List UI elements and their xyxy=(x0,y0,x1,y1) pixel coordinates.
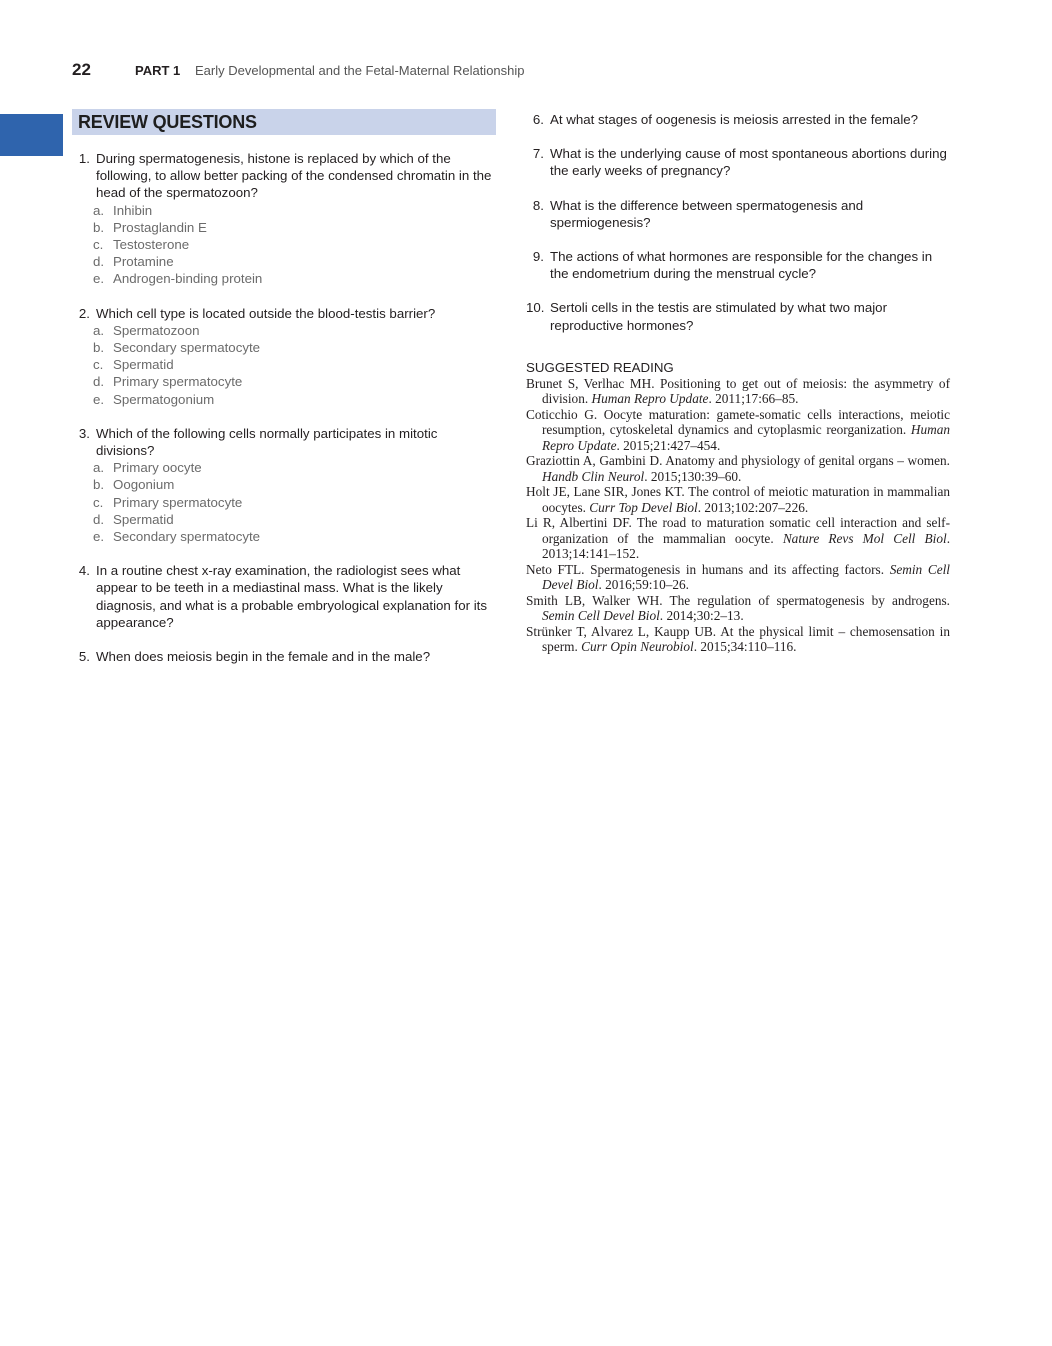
answer-options xyxy=(93,459,496,545)
reference-citation: . 2014;30:2–13. xyxy=(659,608,744,624)
reference-item xyxy=(526,624,950,655)
reference-citation: . 2013;102:207–226. xyxy=(697,499,809,515)
suggested-reading-heading: SUGGESTED READING xyxy=(526,359,674,375)
answer-option xyxy=(93,236,496,253)
option-text: Protamine xyxy=(113,254,174,270)
option-text: Testosterone xyxy=(113,237,190,253)
question-number: 7. xyxy=(532,146,544,162)
question-text: Sertoli cells in the testis are stimulated by what two major reproductive hormones? xyxy=(550,300,887,333)
answer-option xyxy=(93,339,496,356)
reference-journal: Semin Cell Devel Biol xyxy=(542,608,660,624)
reference-item xyxy=(526,562,950,593)
option-letter: d. xyxy=(93,374,105,390)
option-text: Oogonium xyxy=(113,477,175,493)
question-number: 8. xyxy=(532,197,544,213)
reference-journal: Semin Cell Devel Biol xyxy=(542,561,951,593)
answer-option xyxy=(93,202,496,219)
option-text: Spermatid xyxy=(113,511,174,527)
question-2 xyxy=(72,305,496,408)
reference-item xyxy=(526,453,950,484)
reference-journal: Nature Revs Mol Cell Biol xyxy=(782,530,947,546)
reference-citation: . 2011;17:66–85. xyxy=(708,391,799,407)
option-text: Secondary spermatocyte xyxy=(113,529,261,545)
reference-text: Strünker T, Alvarez L, Kaupp UB. At the physical limit – chemosensation in sperm. xyxy=(526,623,950,655)
question-number: 3. xyxy=(78,425,90,441)
question-text: In a routine chest x-ray examination, the radiologist sees what appear to be teeth in a mediastinal mass. What is the likely diagnosis, and what is a probable embryological explanation for its appearance? xyxy=(96,563,488,630)
option-letter: d. xyxy=(93,254,105,270)
reference-item xyxy=(526,484,950,515)
question-text: During spermatogenesis, histone is replaced by which of the following, to allow better packing of the condensed chromatin in the head of the spermatozoon? xyxy=(96,151,492,201)
question-text: What is the underlying cause of most spontaneous abortions during the early weeks of pregnancy? xyxy=(550,146,947,179)
question-number: 4. xyxy=(78,563,90,579)
option-letter: a. xyxy=(93,322,105,338)
question-9 xyxy=(526,248,950,282)
answer-option xyxy=(93,511,496,528)
answer-option xyxy=(93,373,496,390)
reference-journal: Human Repro Update xyxy=(591,391,709,407)
option-letter: a. xyxy=(93,460,105,476)
reference-item xyxy=(526,515,950,562)
option-letter: a. xyxy=(93,202,105,218)
answer-option xyxy=(93,322,496,339)
reference-text: Graziottin A, Gambini D. Anatomy and physiology of genital organs – women. xyxy=(526,453,950,469)
option-letter: b. xyxy=(93,219,105,235)
question-number: 1. xyxy=(78,151,90,166)
review-questions-heading: REVIEW QUESTIONS xyxy=(72,109,496,135)
option-letter: c. xyxy=(93,237,104,253)
answer-option xyxy=(93,494,496,511)
reference-citation: . 2015;34:110–116. xyxy=(693,639,797,655)
reference-text: Li R, Albertini DF. The road to maturation somatic cell interaction and self-organization of the mammalian oocyte. xyxy=(526,515,950,546)
question-6 xyxy=(526,111,950,128)
answer-option xyxy=(93,253,496,270)
question-text: Which cell type is located outside the blood-testis barrier? xyxy=(96,305,436,321)
part-title: Early Developmental and the Fetal-Maternal Relationship xyxy=(195,63,525,78)
question-4 xyxy=(72,562,496,631)
reference-citation: . 2015;130:39–60. xyxy=(644,468,742,484)
question-text: Which of the following cells normally participates in mitotic divisions? xyxy=(96,425,438,459)
option-letter: b. xyxy=(93,477,105,493)
question-10 xyxy=(526,299,950,333)
reference-item xyxy=(526,407,950,454)
option-letter: c. xyxy=(93,494,104,510)
question-3 xyxy=(72,425,496,545)
part-label: PART 1 xyxy=(135,63,181,78)
reference-text: Coticchio G. Oocyte maturation: gamete-somatic cells interactions, meiotic resumption, cytoskeletal dynamics and cytoplasmic reorganization. xyxy=(526,406,950,438)
option-text: Inhibin xyxy=(113,202,153,218)
reference-item xyxy=(526,593,950,624)
reference-journal: Handb Clin Neurol xyxy=(542,468,645,484)
answer-option xyxy=(93,528,496,545)
chapter-side-tab xyxy=(0,114,63,156)
option-text: Prostaglandin E xyxy=(113,219,207,235)
reference-text: Holt JE, Lane SIR, Jones KT. The control of meiotic maturation in mammalian oocytes. xyxy=(526,484,950,515)
question-text: At what stages of oogenesis is meiosis arrested in the female? xyxy=(550,112,919,127)
option-text: Spermatogonium xyxy=(113,391,215,407)
question-text: The actions of what hormones are responsible for the changes in the endometrium during the menstrual cycle? xyxy=(550,249,933,282)
option-letter: d. xyxy=(93,511,105,527)
left-column xyxy=(72,109,496,665)
reference-text: Brunet S, Verlhac MH. Positioning to get out of meiosis: the asymmetry of division. xyxy=(526,375,950,407)
option-text: Spermatid xyxy=(113,357,174,373)
question-8 xyxy=(526,197,950,231)
option-text: Primary spermatocyte xyxy=(113,374,243,390)
answer-option xyxy=(93,356,496,373)
answer-options xyxy=(93,322,496,408)
answer-option xyxy=(93,476,496,493)
reference-citation: . 2013;14:141–152. xyxy=(542,530,951,562)
page-number: 22 xyxy=(72,60,91,79)
question-number: 5. xyxy=(78,649,90,665)
answer-option xyxy=(93,459,496,476)
reference-journal: Curr Opin Neurobiol xyxy=(581,639,694,655)
question-number: 6. xyxy=(532,112,544,127)
option-letter: e. xyxy=(93,271,105,287)
question-number: 2. xyxy=(78,305,90,321)
question-text: What is the difference between spermatogenesis and spermiogenesis? xyxy=(550,197,864,230)
reference-item xyxy=(526,376,950,407)
answer-option xyxy=(93,219,496,236)
option-letter: c. xyxy=(93,357,104,373)
reference-citation: . 2016;59:10–26. xyxy=(598,577,689,593)
option-text: Primary oocyte xyxy=(113,460,202,476)
answer-option xyxy=(93,391,496,408)
option-text: Spermatozoon xyxy=(113,322,200,338)
option-letter: e. xyxy=(93,529,105,545)
right-column xyxy=(526,111,950,655)
question-number: 10. xyxy=(526,300,545,316)
question-number: 9. xyxy=(532,249,544,265)
question-text: When does meiosis begin in the female and in the male? xyxy=(96,649,431,665)
option-text: Androgen-binding protein xyxy=(113,271,263,287)
reference-text: Smith LB, Walker WH. The regulation of spermatogenesis by androgens. xyxy=(526,592,950,608)
question-7 xyxy=(526,145,950,179)
question-5 xyxy=(72,648,496,665)
option-text: Secondary spermatocyte xyxy=(113,340,261,356)
reference-journal: Human Repro Update xyxy=(542,422,950,453)
answer-option xyxy=(93,270,496,287)
answer-options xyxy=(93,202,496,288)
reference-text: Neto FTL. Spermatogenesis in humans and its affecting factors. xyxy=(526,561,890,577)
option-text: Primary spermatocyte xyxy=(113,494,243,510)
option-letter: b. xyxy=(93,340,105,356)
option-letter: e. xyxy=(93,391,105,407)
reference-journal: Curr Top Devel Biol xyxy=(589,499,698,515)
reference-citation: . 2015;21:427–454. xyxy=(616,437,721,453)
question-1 xyxy=(72,150,496,288)
